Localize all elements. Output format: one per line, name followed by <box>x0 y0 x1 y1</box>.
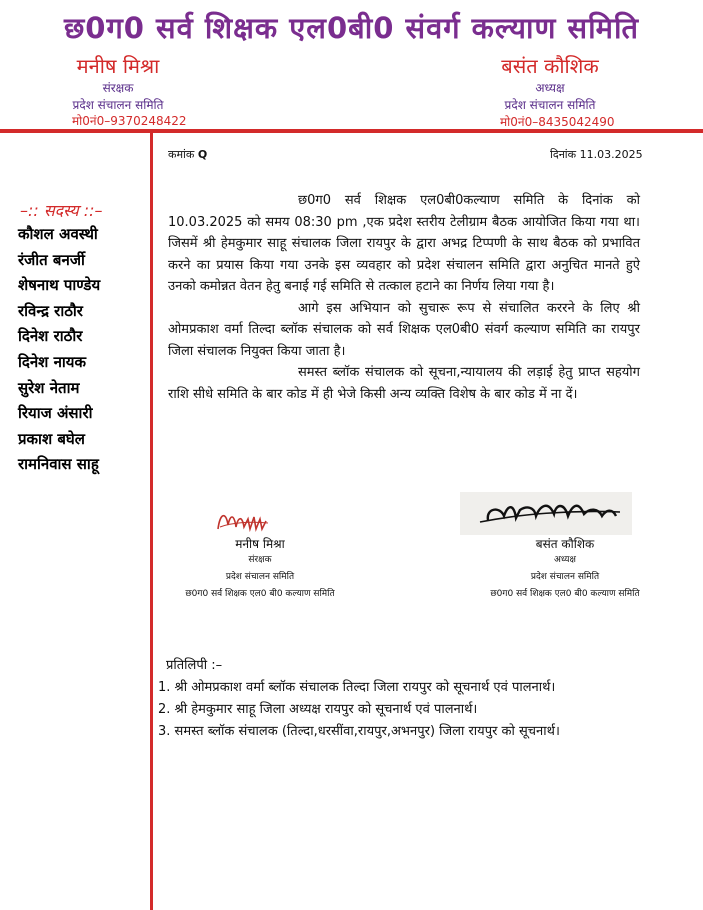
members-heading: –:: सदस्य ::– <box>20 201 103 220</box>
president-name: बसंत कौशिक <box>501 54 599 78</box>
president-signatory-designation: अध्यक्ष <box>554 555 576 565</box>
date-label: दिनांक <box>550 148 577 161</box>
letter-body <box>168 190 640 405</box>
president-signature-image <box>460 492 670 535</box>
reference-label: कमांक <box>168 148 195 161</box>
copy-to-section <box>158 655 628 743</box>
patron-signature-image <box>160 505 360 535</box>
reference-number <box>168 147 207 162</box>
president-signatory-committee: प्रदेश संचालन समिति <box>530 572 600 582</box>
president-signature-block <box>460 492 670 603</box>
member-item: दिनेश राठौर <box>18 327 83 346</box>
letterhead-right-block <box>470 52 630 113</box>
president-designation: अध्यक्ष <box>535 81 565 95</box>
member-item: कौशल अवस्थी <box>18 225 98 243</box>
patron-signatory-name: मनीष मिश्रा <box>235 537 285 551</box>
patron-signature-block <box>160 505 360 603</box>
letter-date <box>550 147 643 162</box>
patron-signatory-org: छ0ग0 सर्व शिक्षक एल0 बी0 कल्याण समिति <box>185 589 335 599</box>
patron-signatory-committee: प्रदेश संचालन समिति <box>225 572 295 582</box>
member-item: रविन्द्र राठौर <box>18 301 83 320</box>
member-item: रामनिवास साहू <box>18 455 99 474</box>
body-paragraph: आगे इस अभियान को सुचारू रूप से संचालित कररने के लिए श्री ओमप्रकाश वर्मा तिल्दा ब्लॉक संचालक को सर्व शिक्षक एल0बी0 संवर्ग कल्याण समिति का रायपुर जिला संचालक नियुक्त किया जाता है। <box>168 300 640 359</box>
patron-signatory-designation: संरक्षक <box>248 555 272 565</box>
patron-designation: संरक्षक <box>102 81 134 95</box>
copy-to-heading: प्रतिलिपी :– <box>166 658 223 673</box>
president-signatory-name: बसंत कौशिक <box>535 537 595 551</box>
president-mobile: मो0नं0–8435042490 <box>500 115 615 129</box>
patron-mobile: मो0नं0–9370248422 <box>72 114 187 128</box>
patron-name: मनीष मिश्रा <box>76 54 160 78</box>
member-item: रियाज अंसारी <box>18 404 93 423</box>
copy-to-item: 3. समस्त ब्लॉक संचालक (तिल्दा,धरसींवा,रायपुर,अभनपुर) जिला रायपुर को सूचनार्थ। <box>158 724 560 739</box>
patron-committee: प्रदेश संचालन समिति <box>72 98 164 112</box>
member-item: रंजीत बनर्जी <box>18 250 85 269</box>
member-item: प्रकाश बघेल <box>18 429 85 448</box>
letterhead-divider <box>0 129 703 133</box>
copy-to-item: 2. श्री हेमकुमार साहू जिला अध्यक्ष रायपुर को सूचनार्थ एवं पालनार्थ। <box>158 702 478 717</box>
letterhead-left-block <box>38 52 198 113</box>
members-list <box>18 222 100 478</box>
copy-to-item: 1. श्री ओमप्रकाश वर्मा ब्लॉक संचालक तिल्दा जिला रायपुर को सूचनार्थ एवं पालनार्थ। <box>158 680 556 695</box>
president-signatory-org: छ0ग0 सर्व शिक्षक एल0 बी0 कल्याण समिति <box>490 589 640 599</box>
sidebar-divider <box>150 133 153 910</box>
organization-title: छ0ग0 सर्व शिक्षक एल0बी0 संवर्ग कल्याण समिति <box>63 11 640 45</box>
body-paragraph: छ0ग0 सर्व शिक्षक एल0बी0कल्याण समिति के दिनांक को 10.03.2025 को समय 08:30 pm ,एक प्रदेश स्तरीय टेलीग्राम बैठक आयोजित किया गया था। जिसमें श्री हेमकुमार साहू संचालक जिला रायपुर के द्वारा अभद्र टिप्पणी के साथ बैठक को प्रभावित करने का प्रयास किया गया उनके इस व्यवहार को प्रदेश संचालन समिति द्वारा अनुचित मानते हुऐ उनको कमोन्नत वेतन हेतु बनाई गई समिति से तत्काल हटाने का निर्णय लिया गया है। <box>168 193 640 294</box>
member-item: शेषनाथ पाण्डेय <box>18 276 101 295</box>
reference-value: Q <box>197 148 208 161</box>
member-item: दिनेश नायक <box>18 352 87 371</box>
member-item: सुरेश नेताम <box>18 378 80 397</box>
body-paragraph: समस्त ब्लॉक संचालक को सूचना,न्यायालय की लड़ाई हेतु प्राप्त सहयोग राशि सीधे समिति के बार कोड में ही भेजे किसी अन्य व्यक्ति विशेष के बार कोड में ना दें। <box>168 365 640 402</box>
date-value: 11.03.2025 <box>579 148 643 161</box>
president-committee: प्रदेश संचालन समिति <box>504 98 596 112</box>
